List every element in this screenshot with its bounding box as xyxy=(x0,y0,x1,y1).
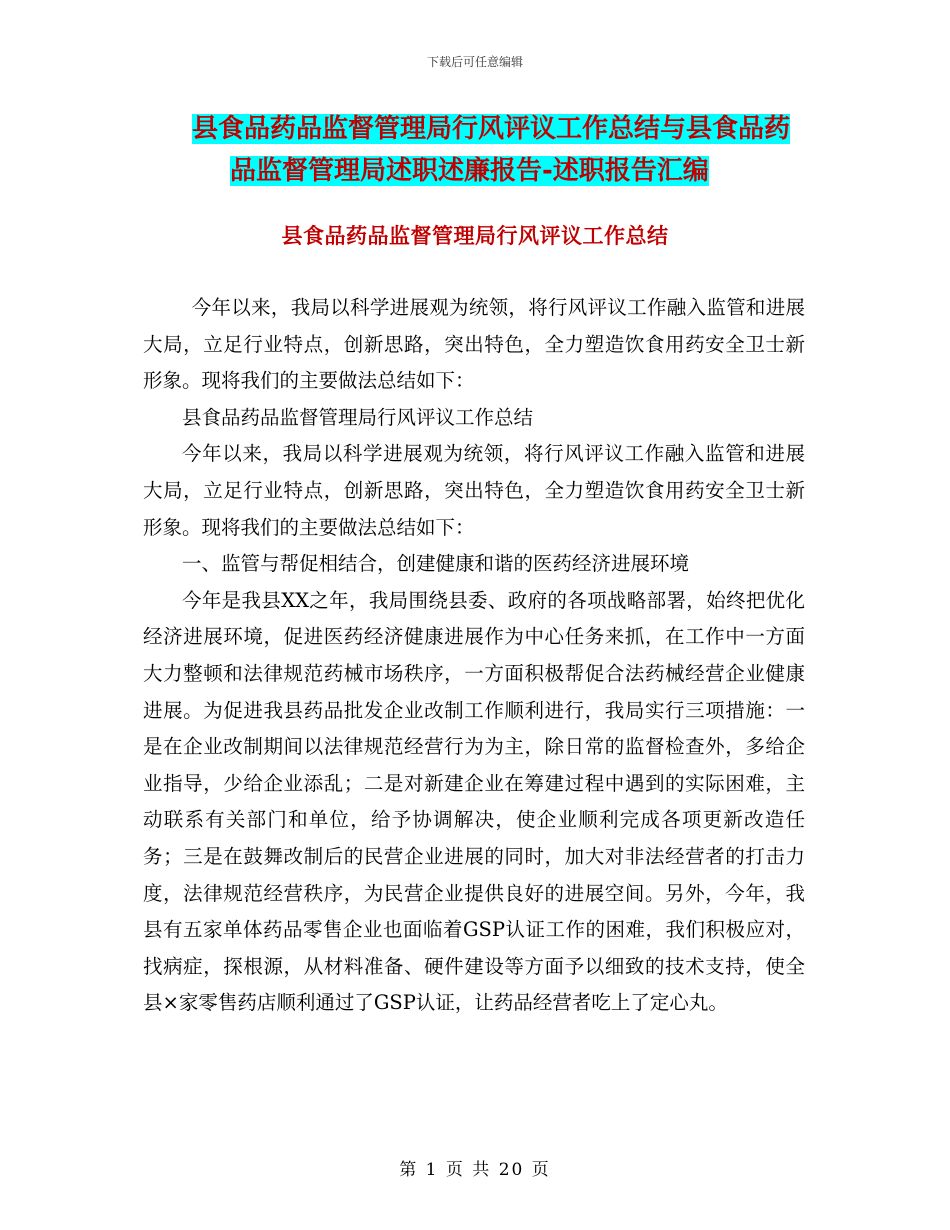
page-footer: 第 1 页 共 20 页 xyxy=(399,1160,551,1180)
document-title xyxy=(140,108,830,192)
paragraph-intro-repeat: 今年以来，我局以科学进展观为统领，将行风评议工作融入监管和进展大局，立足行业特点，创新思路，突出特色，全力塑造饮食用药安全卫士新形象。现将我们的主要做法总结如下： xyxy=(143,442,805,539)
title-highlight-1: 县食品药品监督管理局行风评议工作总结与县食品药 xyxy=(192,114,791,144)
title-highlight-2: 品监督管理局述职述廉报告-述职报告汇编 xyxy=(230,156,709,186)
document-title-line-1 xyxy=(140,108,830,150)
document-body xyxy=(143,290,805,1022)
document-title-line-2 xyxy=(140,150,830,192)
paragraph-body-1: 今年是我县XX之年，我局围绕县委、政府的各项战略部署，始终把优化经济进展环境，促进医药经济健康进展作为中心任务来抓，在工作中一方面大力整顿和法律规范药械市场秩序，一方面积极帮促合法药械经营企业健康进展。为促进我县药品批发企业改制工作顺利进行，我局实行三项措施：一是在企业改制期间以法律规范经营行为为主，除日常的监督检查外，多给企业指导，少给企业添乱；二是对新建企业在筹建过程中遇到的实际困难，主动联系有关部门和单位，给予协调解决，使企业顺利完成各项更新改造任务；三是在鼓舞改制后的民营企业进展的同时，加大对非法经营者的打击力度，法律规范经营秩序，为民营企业提供良好的进展空间。另外，今年，我县有五家单体药品零售企业也面临着GSP认证工作的困难，我们积极应对，找病症，探根源，从材料准备、硬件建设等方面予以细致的技术支持，使全县×家零售药店顺利通过了GSP认证，让药品经营者吃上了定心丸。 xyxy=(143,588,805,1015)
paragraph-intro: 今年以来，我局以科学进展观为统领，将行风评议工作融入监管和进展大局，立足行业特点，创新思路，突出特色，全力塑造饮食用药安全卫士新形象。现将我们的主要做法总结如下： xyxy=(143,296,805,393)
section-title: 县食品药品监督管理局行风评议工作总结 xyxy=(281,224,669,248)
paragraph-subtitle: 县食品药品监督管理局行风评议工作总结 xyxy=(182,405,534,429)
paragraph-heading-1: 一、监管与帮促相结合，创建健康和谐的医药经济进展环境 xyxy=(182,552,690,576)
page-header-note: 下载后可任意编辑 xyxy=(426,55,523,69)
